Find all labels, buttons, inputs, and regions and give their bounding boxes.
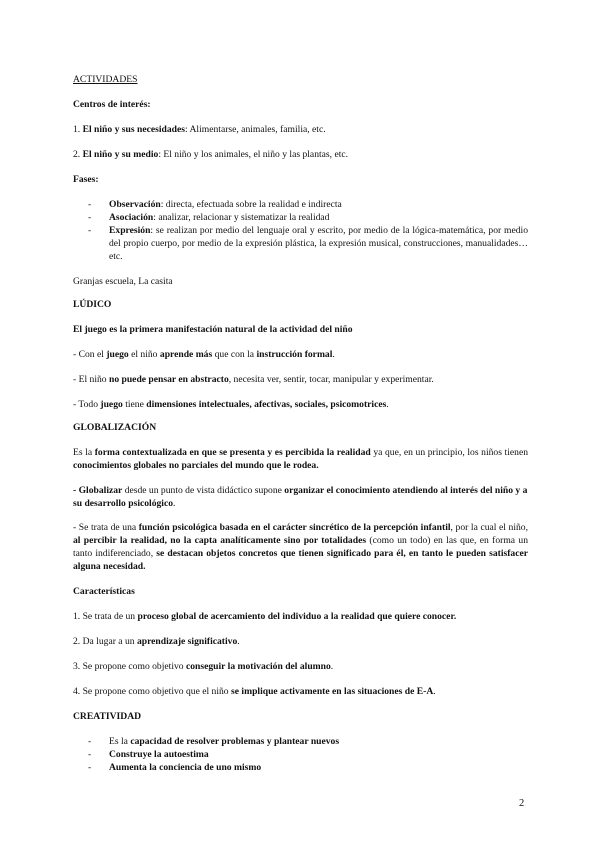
- caracteristica-item-1: 1. Se trata de un proceso global de acercamiento del individuo a la realidad que quiere conocer.: [73, 611, 457, 622]
- heading-actividades: ACTIVIDADES: [73, 74, 138, 85]
- creatividad-item: - Construye la autoestima: [88, 749, 209, 760]
- centro-item-1: 1. El niño y sus necesidades: Alimentarse, animales, familia, etc.: [73, 124, 326, 135]
- ludico-paragraph-3: - Todo juego tiene dimensiones intelectuales, afectivas, sociales, psicomotrices.: [73, 399, 389, 410]
- caracteristica-item-3: 3. Se propone como objetivo conseguir la motivación del alumno.: [73, 661, 334, 672]
- centros-label: Centros de interés:: [73, 99, 151, 110]
- ludico-paragraph-2: - El niño no puede pensar en abstracto, necesita ver, sentir, tocar, manipular y experimentar.: [73, 374, 434, 385]
- granjas-text: Granjas escuela, La casita: [73, 276, 173, 287]
- creatividad-item: - Es la capacidad de resolver problemas y plantear nuevos: [88, 736, 340, 747]
- fases-label: Fases:: [73, 174, 99, 185]
- ludico-lead: El juego es la primera manifestación natural de la actividad del niño: [73, 324, 353, 335]
- caracteristica-item-2: 2. Da lugar a un aprendizaje significativo.: [73, 636, 240, 647]
- centro-item-2: 2. El niño y su medio: El niño y los animales, el niño y las plantas, etc.: [73, 149, 349, 160]
- fase-item: - Observación: directa, efectuada sobre la realidad e indirecta: [88, 199, 342, 210]
- globalizacion-paragraph-1: Es la forma contextualizada en que se presenta y es percibida la realidad ya que, en un principio, los niños tienen conocimientos globales no parciales del mundo que le rodea.: [73, 447, 528, 471]
- fase-item: - Asociación: analizar, relacionar y sistematizar la realidad: [88, 212, 330, 223]
- globalizacion-paragraph-3: - Se trata de una función psicológica basada en el carácter sincrético de la percepción infantil, por la cual el niño, al percibir la realidad, no la capta analíticamente sino por totalidades (como un todo) en las que, en forma un tanto indiferenciado, se destacan objetos concretos que tienen significado para él, en tanto le pueden satisfacer alguna necesidad.: [73, 522, 528, 572]
- caracteristica-item-4: 4. Se propone como objetivo que el niño se implique activamente en las situaciones de E-A.: [73, 686, 436, 697]
- page-number: 2: [519, 798, 525, 809]
- creatividad-item: - Aumenta la conciencia de uno mismo: [88, 762, 262, 773]
- caracteristicas-label: Características: [73, 586, 135, 597]
- fase-item: - Expresión: se realizan por medio del lenguaje oral y escrito, por medio de la lógica-matemática, por medio del propio cuerpo, por medio de la expresión plástica, la expresión musical, construcciones, manualidades…etc.: [88, 225, 528, 262]
- heading-creatividad: CREATIVIDAD: [73, 711, 142, 722]
- heading-ludico: LÚDICO: [73, 299, 112, 310]
- globalizacion-paragraph-2: - Globalizar desde un punto de vista didáctico supone organizar el conocimiento atendiendo al interés del niño y a su desarrollo psicológico.: [73, 485, 528, 509]
- ludico-paragraph-1: - Con el juego el niño aprende más que con la instrucción formal.: [73, 349, 335, 360]
- heading-globalizacion: GLOBALIZACIÓN: [73, 422, 157, 433]
